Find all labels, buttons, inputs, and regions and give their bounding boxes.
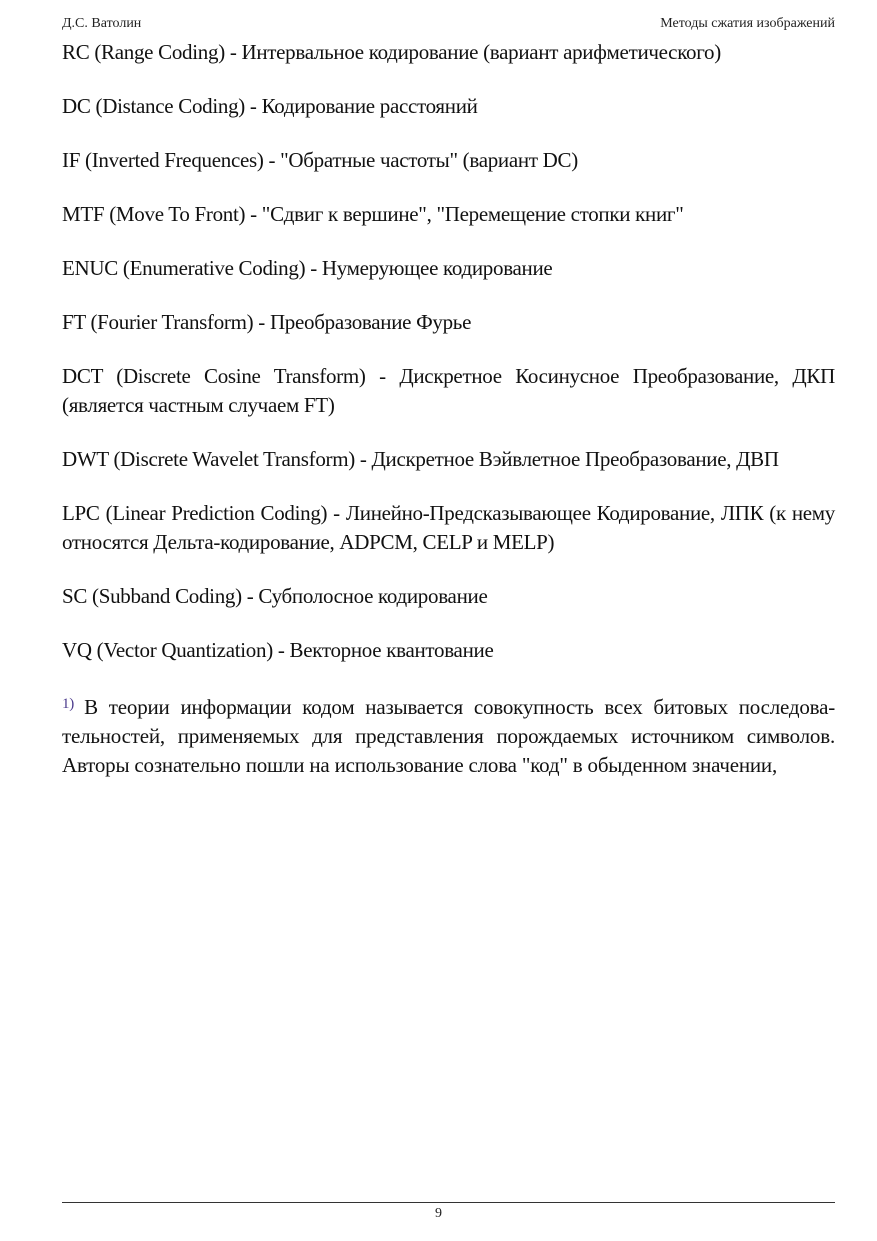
glossary-entry-ft: FT (Fourier Transform) - Преобразование Фурье xyxy=(62,310,472,334)
header-author: Д.С. Ватолин xyxy=(62,16,142,31)
glossary-entry-lpc: LPC (Linear Prediction Coding) - Линейно-Предсказывающее Кодирование, ЛПК (к нему относятся Дельта-кодирование, ADPCM, CELP и MELP) xyxy=(62,501,835,554)
glossary-entry-dct: DCT (Discrete Cosine Transform) - Дискретное Косинусное Преобразование, ДКП (является частным случаем FT) xyxy=(62,364,835,417)
footer-divider xyxy=(62,1202,835,1203)
glossary-entry-sc: SC (Subband Coding) - Субполосное кодирование xyxy=(62,584,488,608)
glossary-entry-rc: RC (Range Coding) - Интервальное кодирование (вариант арифметического) xyxy=(62,40,721,64)
glossary-entry-vq: VQ (Vector Quantization) - Векторное квантование xyxy=(62,638,494,662)
page-content xyxy=(62,38,835,780)
glossary-entry-if: IF (Inverted Frequences) - "Обратные частоты" (вариант DC) xyxy=(62,148,578,172)
page-number: 9 xyxy=(435,1206,442,1221)
page-header xyxy=(62,14,835,34)
glossary-entry-enuc: ENUC (Enumerative Coding) - Нумерующее кодирование xyxy=(62,256,553,280)
footnote xyxy=(62,690,835,780)
footnote-text: В теории информации кодом называется совокупность всех битовых последова-тельностей, применяемых для представления порождаемых источником символов. Авторы сознательно пошли на использование слова "код" в обыденном значении, xyxy=(62,695,835,777)
glossary-entry-mtf: MTF (Move To Front) - "Сдвиг к вершине", "Перемещение стопки книг" xyxy=(62,202,684,226)
header-title: Методы сжатия изображений xyxy=(660,16,835,31)
glossary-entry-dc: DC (Distance Coding) - Кодирование расстояний xyxy=(62,94,478,118)
glossary-entry-dwt: DWT (Discrete Wavelet Transform) - Дискретное Вэйвлетное Преобразование, ДВП xyxy=(62,447,779,471)
footnote-marker: 1) xyxy=(62,696,75,712)
